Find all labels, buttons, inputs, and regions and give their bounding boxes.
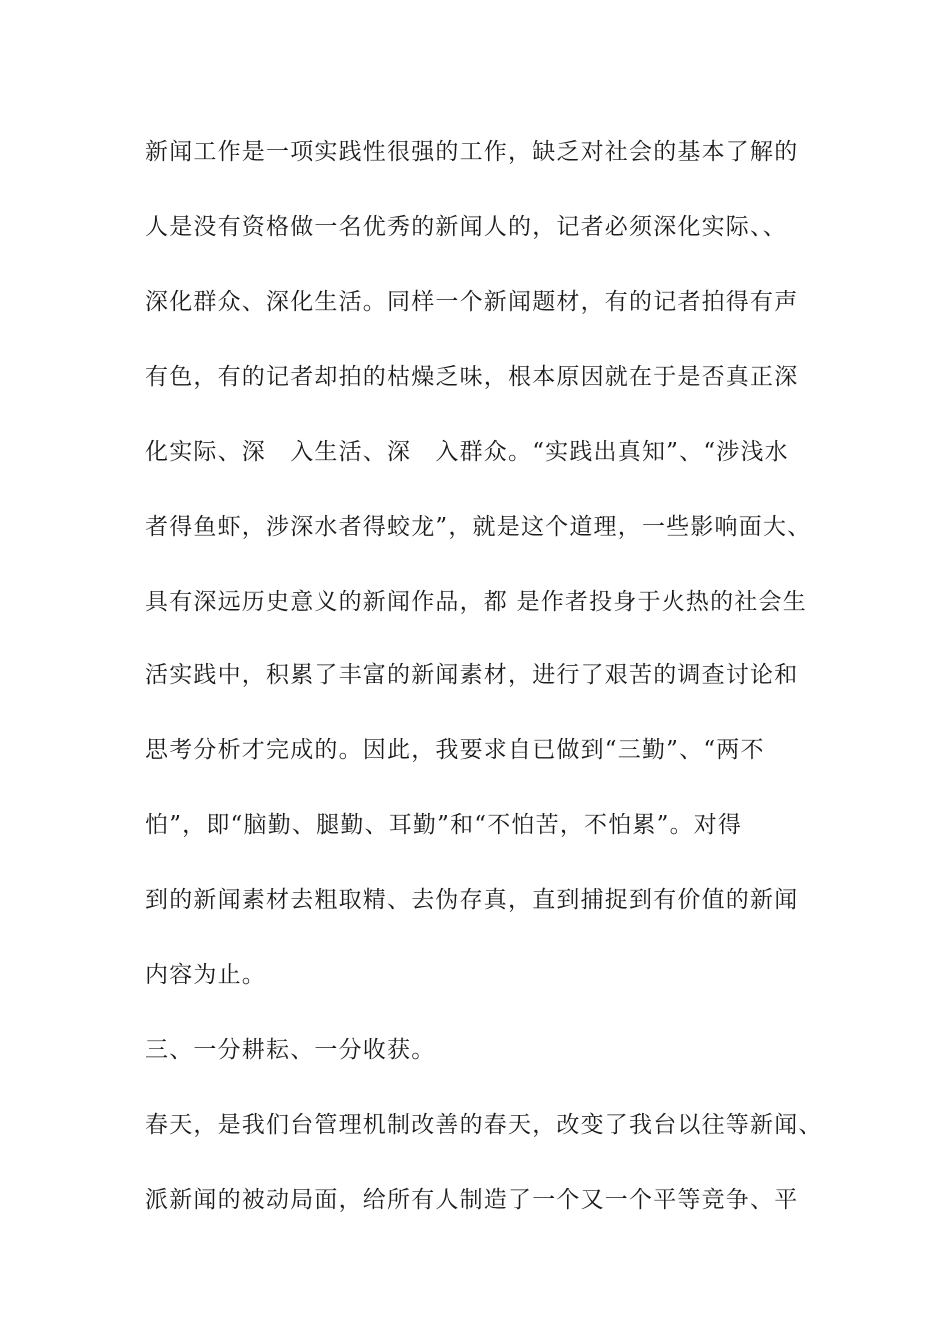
text-line: 春天，是我们台管理机制改善的春天，改变了我台以往等新闻、 bbox=[145, 1112, 823, 1138]
text-line: 深化群众、深化生活。同样一个新闻题材，有的记者拍得有声 bbox=[145, 289, 799, 315]
text-line: 思考分析才完成的。因此，我要求自已做到“三勤”、“两不 bbox=[145, 737, 765, 763]
text-line: 具有深远历史意义的新闻作品，都 是作者投身于火热的社会生 bbox=[145, 589, 807, 615]
section-heading: 三、一分耕耘、一分收获。 bbox=[145, 1037, 436, 1063]
text-line: 者得鱼虾，涉深水者得蛟龙”，就是这个道理，一些影响面大、 bbox=[145, 514, 812, 540]
text-line: 新闻工作是一项实践性很强的工作，缺乏对社会的基本了解的 bbox=[145, 139, 799, 165]
text-line: 化实际、深 入生活、深 入群众。“实践出真知”、“涉浅水 bbox=[145, 439, 789, 465]
text-line: 内容为止。 bbox=[145, 962, 266, 988]
text-line: 人是没有资格做一名优秀的新闻人的，记者必须深化实际、、 bbox=[145, 214, 787, 240]
text-line: 到的新闻素材去粗取精、去伪存真，直到捕捉到有价值的新闻 bbox=[145, 887, 799, 913]
text-line: 怕”，即“脑勤、腿勤、耳勤”和“不怕苦，不怕累”。对得 bbox=[145, 812, 743, 838]
text-line: 有色，有的记者却拍的枯燥乏味，根本原因就在于是否真正深 bbox=[145, 364, 799, 390]
text-line: 派新闻的被动局面，给所有人制造了一个又一个平等竞争、平 bbox=[145, 1187, 799, 1213]
text-line: 活实践中，积累了丰富的新闻素材，进行了艰苦的调查讨论和 bbox=[145, 662, 799, 688]
